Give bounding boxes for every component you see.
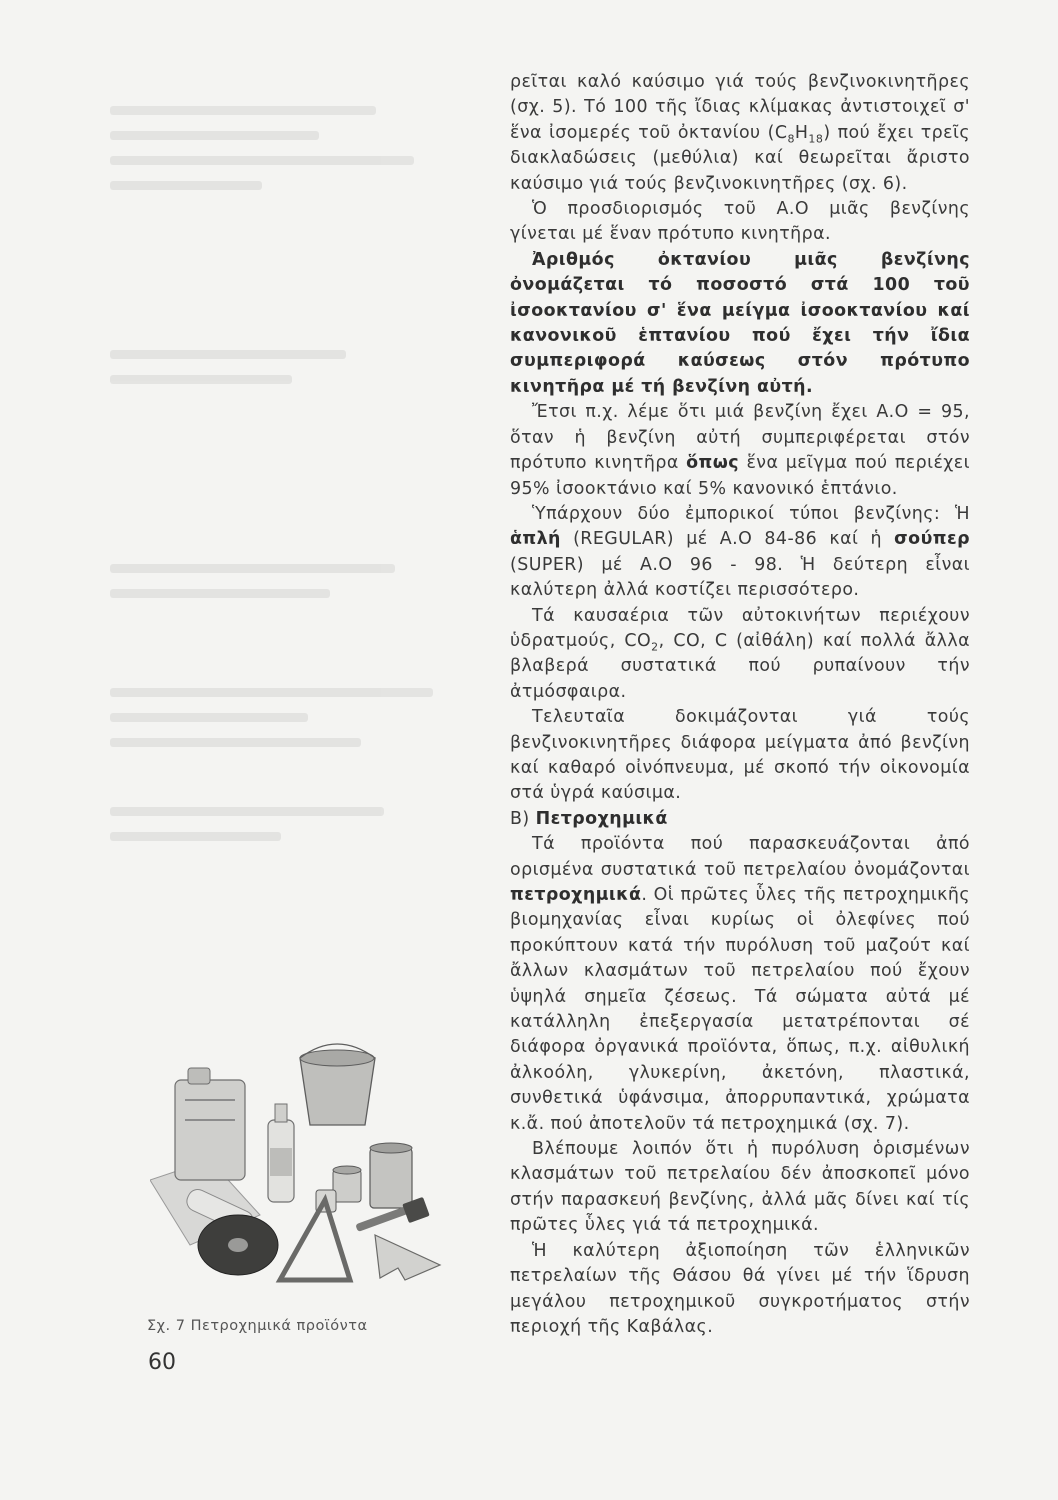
paragraph-example: Ἔτσι π.χ. λέμε ὅτι μιά βενζίνη ἔχει Α.Ο = 95, ὅταν ἡ βενζίνη αὐτή συμπεριφέρεται στόν πρότυπο κινητῆρα ὅπως ἕνα μεῖγμα πού περιέχει 95% ἰσοοκτάνιο καί 5% κανονικό ἑπτάνιο. — [510, 402, 970, 499]
paragraph-alcohol-blends: Τελευταῖα δοκιμάζονται γιά τούς βενζινοκινητῆρες διάφορα μείγματα ἀπό βενζίνη καί καθαρό οἰνόπνευμα, μέ σκοπό τήν οἰκονομία στά ὑγρά καύσιμα. — [510, 707, 970, 804]
page-number: 60 — [148, 1350, 176, 1375]
figure-caption: Σχ. 7 Πετροχημικά προϊόντα — [147, 1318, 368, 1334]
article-text-column — [510, 70, 970, 1340]
paragraph-petrochemicals: Τά προϊόντα πού παρασκευάζονται ἀπό ορισμένα συστατικά τοῦ πετρελαίου ὀνομάζονται πετροχημικά. Οἱ πρῶτες ὗλες τῆς πετροχημικῆς βιομηχανίας εἶναι κυρίως οἱ ὀλεφίνες πού προκύπτουν κατά τήν πυρόλυση τοῦ μαζούτ καί ἄλλων κλασμάτων τοῦ πετρελαίου πού ἔχουν ὑψηλά σημεῖα ζέσεως. Τά σώματα αὐτά μέ κατάλληλη ἐπεξεργασία μετατρέπονται σέ διάφορα ὀργανικά προϊόντα, ὅπως, π.χ. αἰθυλική ἀλκοόλη, γλυκερίνη, ἀκετόνη, πλαστικά, συνθετικά ὑφάνσιμα, ἀπορρυπαντικά, χρώματα κ.ἄ. πού ἀποτελοῦν τά πετροχημικά (σχ. 7). — [510, 834, 970, 1134]
petrochemical-products-photo — [150, 1040, 450, 1300]
paragraph-exhaust: Τά καυσαέρια τῶν αὐτοκινήτων περιέχουν ὑδρατμούς, $CO_2$, CO, C (αἰθάλη) καί πολλά ἄλλα βλαβερά συστατικά πού ρυπαίνουν τήν ἀτμόσφαιρα. — [510, 605, 971, 702]
show-through-background — [110, 90, 490, 1090]
paragraph-thasos: Ἡ καλύτερη ἀξιοποίηση τῶν ἑλληνικῶν πετρελαίων τῆς Θάσου θά γίνει μέ τήν ἵδρυση μεγάλου πετροχημικοῦ συγκροτήματος στήν περιοχή τῆς Καβάλας. — [510, 1240, 970, 1337]
paragraph-pyrolysis: Βλέπουμε λοιπόν ὅτι ἡ πυρόλυση ὁρισμένων κλασμάτων τοῦ πετρελαίου δέν ἀποσκοπεῖ μόνο στήν παρασκευή βενζίνης, ἀλλά μᾶς δίνει καί τίς πρῶτες ὗλες γιά τά πετροχημικά. — [510, 1139, 970, 1236]
paragraph-octane-definition: Ἀριθμός ὀκτανίου μιᾶς βενζίνης ὀνομάζεται τό ποσοστό στά 100 τοῦ ἰσοοκτανίου σ' ἕνα μείγμα ἰσοοκτανίου καί κανονικοῦ ἑπτανίου πού ἔχει τήν ἴδια συμπεριφορά καύσεως στόν πρότυπο κινητῆρα μέ τή βενζίνη αὐτή. — [510, 249, 970, 397]
paragraph-octane-scale: ρεῖται καλό καύσιμο γιά τούς βενζινοκινητῆρες (σχ. 5). Τό 100 τῆς ἴδιας κλίμακας ἀντιστοιχεῖ σ' ἕνα ἰσομερές τοῦ ὀκτανίου $(C_8H_{18})$ πού ἔχει τρεῖς διακλαδώσεις (μεθύλια) καί θεωρεῖται ἄριστο καύσιμο γιά τούς βενζινοκινητῆρες (σχ. 6). — [510, 72, 970, 194]
paragraph-determination: Ὁ προσδιορισμός τοῦ Α.Ο μιᾶς βενζίνης γίνεται μέ ἕναν πρότυπο κινητῆρα. — [510, 199, 970, 245]
section-heading: Β) Πετροχημικά — [510, 808, 668, 829]
paragraph-fuel-types: Ὑπάρχουν δύο ἐμπορικοί τύποι βενζίνης: Ἡ ἁπλή (REGULAR) μέ Α.Ο 84-86 καί ἡ σούπερ (SUPER) μέ Α.Ο 96 - 98. Ἡ δεύτερη εἶναι καλύτερη ἀλλά κοστίζει περισσότερο. — [510, 503, 970, 601]
